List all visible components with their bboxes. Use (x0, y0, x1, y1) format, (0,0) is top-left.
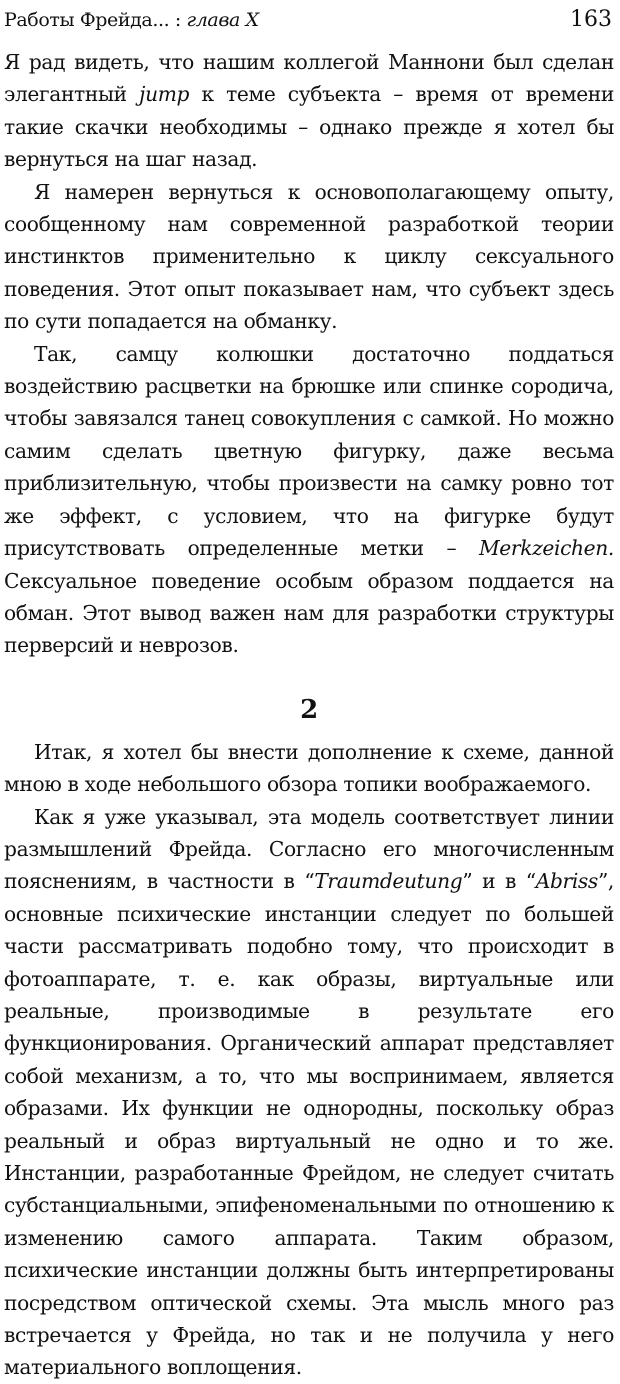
page-number: 163 (570, 7, 612, 32)
paragraph-3 (4, 338, 614, 662)
paragraph-text: ”, основные психические инстанции следует по большей части рассматривать подобно тому, что происходит в фотоаппарате, т. е. как образы, виртуальные или реальные, производимые в результате его функционирования. Органический аппарат представляет собой механизм, а то, что мы воспринимаем, является образами. Их функции не однородны, поскольку образ реальный и образ виртуальный не одно и то же. Инстанции, разработанные Фрейдом, не следует считать субстанциальными, эпифеноменальными по отношению к изменению самого аппарата. Таким образом, психические инстанции должны быть интерпретированы посредством оптической схемы. Эта мысль много раз встречается у Фрейда, но так и не получила у него материального воплощения. (4, 869, 614, 1380)
paragraph-text: ” и в “ (462, 869, 536, 894)
book-section-title: Работы Фрейда... : (4, 9, 187, 31)
italic-term: Merkzeichen. (478, 536, 614, 561)
italic-title: Abriss (535, 869, 598, 894)
paragraph-text: Как я уже указывал, эта модель соответствует линии размышлений Фрейда. Согласно его многочисленным пояснениям, в частности в “ (4, 804, 614, 894)
italic-term: jump (139, 82, 190, 107)
page-body (4, 46, 614, 1384)
paragraph-2: Я намерен вернуться к основополагающему опыту, сообщенному нам современной разработкой теории инстинктов применительно к циклу сексуального поведения. Этот опыт показывает нам, что субъект здесь по сути попадается на обманку. (4, 179, 614, 334)
paragraph-5 (4, 801, 614, 1384)
running-title (4, 2, 259, 38)
paragraph-text: Сексуальное поведение особым образом поддается на обман. Этот вывод важен нам для разработки структуры перверсий и неврозов. (4, 568, 614, 658)
paragraph-text: Я рад видеть, что нашим коллегой Маннони был сделан элегантный (4, 50, 614, 107)
italic-title: Traumdeutung (314, 869, 463, 894)
chapter-label: глава X (186, 9, 259, 31)
paragraph-1 (4, 46, 614, 176)
paragraph-text: Так, самцу колюшки достаточно поддаться воздействию расцветки на брюшке или спинке сородича, чтобы завязался танец совокупления с самкой. Но можно самим сделать цветную фигурку, даже весьма приблизительную, чтобы произвести на самку ровно тот же эффект, с условием, что на фигурке будут присутствовать определенные метки – (4, 341, 614, 561)
paragraph-4: Итак, я хотел бы внести дополнение к схеме, данной мною в ходе небольшого обзора топики воображаемого. (4, 739, 614, 797)
paragraph-text: к теме субъекта – время от времени такие скачки необходимы – однако прежде я хотел бы вернуться на шаг назад. (4, 82, 615, 172)
running-header (4, 2, 612, 38)
section-number: 2 (300, 694, 318, 725)
